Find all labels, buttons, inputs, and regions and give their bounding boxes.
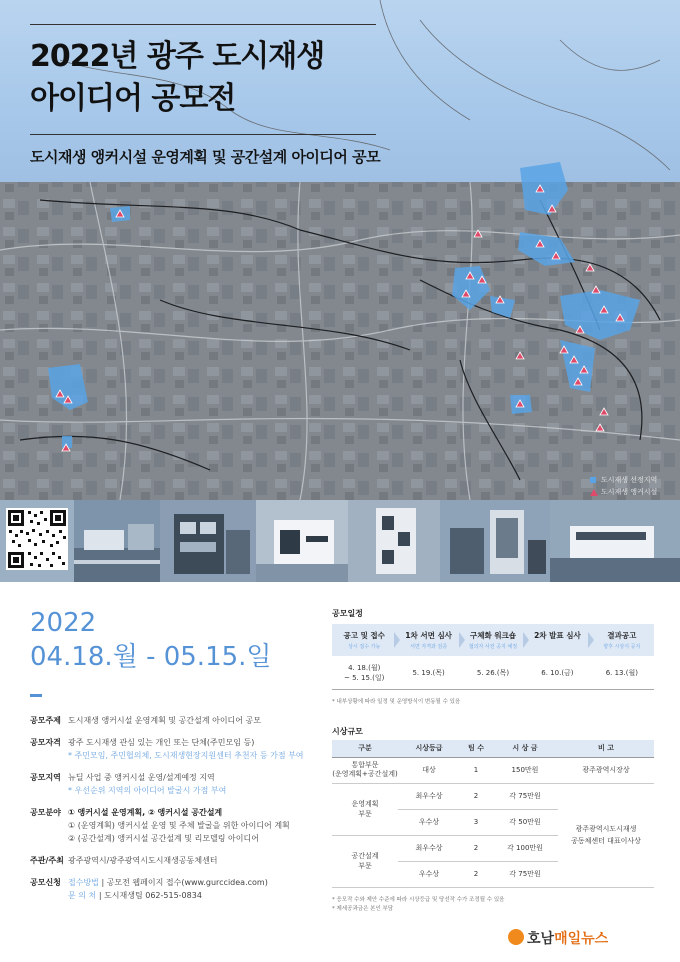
prize-notes xyxy=(332,896,505,914)
apply-url[interactable]: 공모전 웹페이지 접수(www.gurccidea.com) xyxy=(106,878,268,887)
poster-subtitle: 도시재생 앵커시설 운영계획 및 공간설계 아이디어 공모 xyxy=(30,148,381,166)
schedule-step: 구체화 워크숍 협의자 사전 공지 예정 xyxy=(461,624,525,656)
info-highlight: * 우선순위 지역의 아이디어 발굴시 가점 부여 xyxy=(68,786,227,795)
photo-building-3 xyxy=(348,500,440,582)
table-row xyxy=(332,757,654,783)
schedule-step: 결과공고 향후 시상식 공지 xyxy=(603,631,641,650)
prize-title: 시상규모 xyxy=(332,727,363,736)
title-line-1: 2022년 광주 도시재생 xyxy=(30,39,325,74)
apply-method-label: 접수방법 xyxy=(68,878,99,887)
info-row-apply: 공모신청 접수방법 | 공모전 웹페이지 접수(www.gurccidea.com) 문 의 처 | 도시재생팀 062-515-0834 xyxy=(30,878,268,900)
prize-division: 공간설계 부문 xyxy=(332,835,398,887)
schedule-title: 공모일정 xyxy=(332,609,363,618)
prize-teams: 2 xyxy=(460,835,492,861)
prize-remark-merged: 광주광역시도시재생 공동체센터 대표이사상 xyxy=(558,783,654,887)
contest-date-range: 04.18.월 - 05.15.일 xyxy=(30,642,272,672)
prize-header: 팀 수 xyxy=(460,740,492,757)
title-rule-bottom xyxy=(30,134,376,135)
photo-street xyxy=(74,500,160,582)
info-value: 뉴딜 사업 중 앵커시설 운영/설계예정 지역 xyxy=(68,773,215,782)
accent-dash xyxy=(30,694,42,697)
info-value: 도시재생 앵커시설 운영계획 및 공간설계 아이디어 공모 xyxy=(68,716,261,725)
contest-year: 2022 xyxy=(30,608,97,638)
square-icon xyxy=(590,477,596,483)
info-highlight: * 주민모임, 주민협의체, 도시재생현장지원센터 추천자 등 가점 부여 xyxy=(68,751,304,760)
prize-division: 통합부문 xyxy=(351,761,379,769)
info-key: 공모분야 xyxy=(30,808,61,817)
info-row-host xyxy=(30,854,320,867)
prize-header: 비 고 xyxy=(558,740,654,757)
prize-amount: 각 100만원 xyxy=(492,835,558,861)
map-legend xyxy=(590,474,657,498)
prize-grade: 우수상 xyxy=(398,809,460,835)
schedule-step: 공고 및 접수 상시 접수 가능 xyxy=(332,624,396,656)
logo-part1: 호남 xyxy=(527,931,555,947)
photo-building-4 xyxy=(440,500,550,582)
prize-note: * 응모작 수와 제안 수준에 따라 시상등급 및 당선작 수가 조정될 수 있음 xyxy=(332,897,505,903)
schedule-date: 5. 19.(목) xyxy=(412,668,445,677)
prize-header: 시상등급 xyxy=(398,740,460,757)
contest-info xyxy=(30,714,320,911)
info-value: 광주광역시/광주광역시도시재생공동체센터 xyxy=(68,856,218,865)
title-line-2: 아이디어 공모전 xyxy=(30,81,236,116)
prize-header: 구분 xyxy=(332,740,398,757)
prize-teams: 2 xyxy=(460,861,492,887)
prize-header: 시 상 금 xyxy=(492,740,558,757)
info-key: 공모주제 xyxy=(30,716,61,725)
qr-code[interactable] xyxy=(6,508,68,570)
legend-facility: 도시재생 앵커시설 xyxy=(601,488,658,496)
prize-amount: 각 75만원 xyxy=(492,783,558,809)
publisher-logo xyxy=(508,928,608,948)
prize-note: * 제세공과금은 본인 부담 xyxy=(332,906,394,912)
info-key: 공모지역 xyxy=(30,773,61,782)
prize-amount: 각 50만원 xyxy=(492,809,558,835)
info-row-region xyxy=(30,771,320,797)
contact-phone: 도시재생팀 062-515-0834 xyxy=(104,891,202,900)
info-value: ① (운영계획) 앵커시설 운영 및 주체 발굴을 위한 아이디어 계획 xyxy=(68,821,290,830)
prize-amount: 150만원 xyxy=(492,757,558,783)
prize-teams: 2 xyxy=(460,783,492,809)
schedule-date: 6. 13.(월) xyxy=(605,668,638,677)
info-key: 공모자격 xyxy=(30,738,61,747)
schedule-date: 5. 26.(목) xyxy=(476,668,510,677)
contest-period xyxy=(30,606,272,697)
triangle-icon xyxy=(590,489,598,496)
prize-division: 운영계획 부문 xyxy=(332,783,398,835)
table-row xyxy=(332,783,654,809)
info-row-topic xyxy=(30,714,320,727)
prize-grade: 대상 xyxy=(398,757,460,783)
info-key: 공모신청 xyxy=(30,878,61,887)
info-row-field xyxy=(30,806,320,845)
prize-grade: 우수상 xyxy=(398,861,460,887)
logo-mark-icon xyxy=(508,929,524,945)
schedule-date: 6. 10.(금) xyxy=(541,668,574,677)
prize-table xyxy=(332,740,654,888)
schedule-date: 4. 18.(월) ~ 5. 15.(일) xyxy=(344,663,385,682)
schedule-step: 1차 서면 심사 서면 자격과 검증 xyxy=(396,624,460,656)
prize-amount: 각 75만원 xyxy=(492,861,558,887)
prize-division-sub: (운영계획+공간설계) xyxy=(332,770,398,778)
logo-part2: 매일뉴스 xyxy=(554,931,609,947)
info-value: ① 앵커시설 운영계획, ② 앵커시설 공간설계 xyxy=(68,808,223,817)
info-key: 주관/주최 xyxy=(30,856,64,865)
photo-building-2 xyxy=(256,500,348,582)
photo-building-1 xyxy=(160,500,256,582)
schedule-step: 2차 발표 심사 xyxy=(525,624,589,656)
prize-grade: 최우수상 xyxy=(398,783,460,809)
info-value: 광주 도시재생 관심 있는 개인 또는 단체(주민모임 등) xyxy=(68,738,255,747)
schedule-table xyxy=(332,624,654,690)
prize-grade: 최우수상 xyxy=(398,835,460,861)
legend-area: 도시재생 선정지역 xyxy=(601,476,658,484)
prize-teams: 3 xyxy=(460,809,492,835)
photo-building-5 xyxy=(550,500,680,582)
contact-label: 문 의 처 xyxy=(68,891,97,900)
schedule-note: * 내부상황에 따라 일정 및 운영방식이 변동될 수 있음 xyxy=(332,699,461,705)
info-row-eligibility xyxy=(30,736,320,762)
info-value: ② (공간설계) 앵커시설 공간설계 및 리모델링 아이디어 xyxy=(68,834,259,843)
title-rule-top xyxy=(30,24,376,25)
prize-teams: 1 xyxy=(460,757,492,783)
poster-title xyxy=(30,36,324,120)
prize-remark: 광주광역시장상 xyxy=(558,757,654,783)
